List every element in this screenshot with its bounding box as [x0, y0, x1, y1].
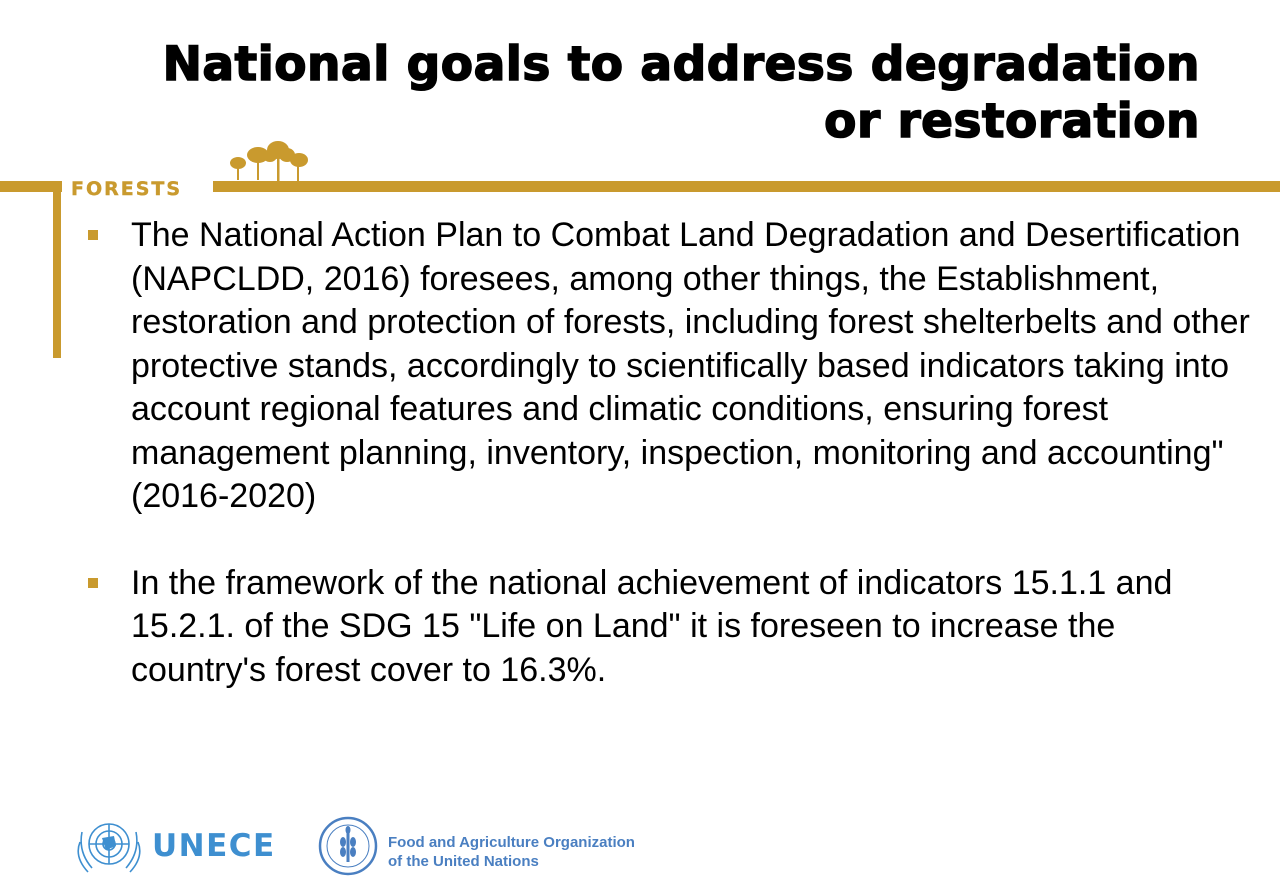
header-divider-right — [213, 181, 1280, 192]
bullet-square-icon — [88, 230, 98, 240]
fao-emblem-icon — [316, 814, 380, 878]
fao-logo-text — [388, 833, 635, 871]
fao-text-line-2: of the United Nations — [388, 853, 539, 870]
page-title-line-2: or restoration — [824, 94, 1200, 149]
page-title — [60, 36, 1200, 150]
trees-icon — [226, 140, 316, 186]
unece-logo-text: UNECE — [152, 828, 276, 864]
list-item — [88, 562, 1258, 693]
bullet-list — [88, 214, 1258, 692]
bullet-text: The National Action Plan to Combat Land Degradation and Desertification (NAPCLDD, 2016) foresees, among other things, the Establishment, restoration and protection of forests, including forest shelterbelts and other protective stands, accordingly to scientifically based indicators taking into account regional features and climatic conditions, ensuring forest management planning, inventory, inspection, monitoring and accounting" (2016-2020) — [131, 216, 1250, 515]
un-emblem-icon — [72, 812, 146, 880]
list-item — [88, 214, 1258, 519]
footer-logos — [72, 812, 672, 882]
page-title-line-1: National goals to address degradation — [162, 37, 1200, 92]
side-accent-bar — [53, 181, 61, 358]
bullet-text: In the framework of the national achievement of indicators 15.1.1 and 15.2.1. of the SDG 15 "Life on Land" it is foreseen to increase the country's forest cover to 16.3%. — [131, 563, 1173, 689]
fao-text-line-1: Food and Agriculture Organization — [388, 834, 635, 851]
bullet-square-icon — [88, 578, 98, 588]
section-label: FORESTS — [71, 178, 183, 200]
